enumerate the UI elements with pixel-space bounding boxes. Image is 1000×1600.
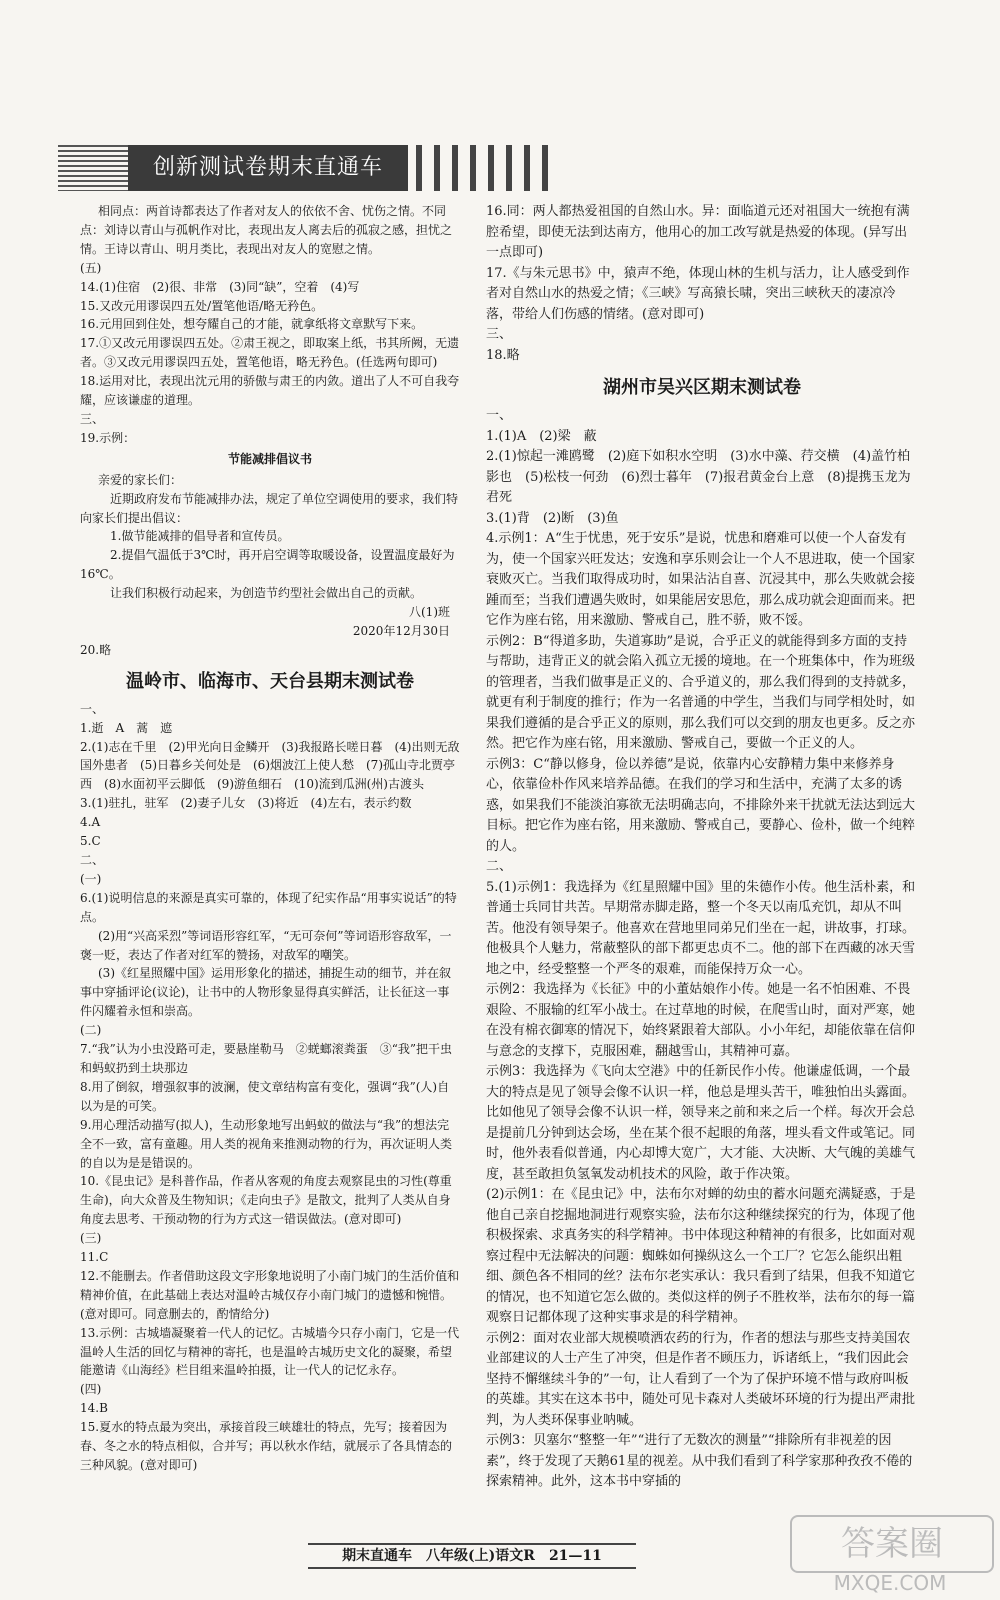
- watermark: [790, 1515, 990, 1595]
- letter-title: 节能减排倡议书: [227, 451, 312, 466]
- text-line: 9.用心理活动描写(拟人)，生动形象地写出蚂蚁的做法与“我”的想法完全不一致，富有童趣。用人类的视角来推测动物的行为，再次证明人类的自以为是是错误的。: [80, 1117, 453, 1170]
- text-line: 二、: [80, 853, 105, 867]
- text-line: 17.①又改元用谬误四五处。②肃王视之，即取案上纸，书其所阙，无遗者。③又改元用谬误四五处，置笔他语，略无矜色。(任选两句即可): [80, 336, 460, 370]
- header-title: 创新测试卷期末直通车: [152, 155, 383, 180]
- text-line: 4.A: [80, 815, 101, 830]
- letter-signature: 八(1)班: [409, 605, 450, 620]
- header-banner: [58, 145, 488, 191]
- text-line: 10.《昆虫记》是科普作品，作者从客观的角度去观察昆虫的习性(尊重生命)，向大众普及生物知识；《走向虫子》是散文，批判了人类从自身角度去思考、干预动物的行为方式这一错误做法。(意对即可): [80, 1174, 452, 1227]
- letter-date: 2020年12月30日: [352, 623, 450, 638]
- text-line: 17.《与朱元思书》中，猿声不绝，体现山林的生机与活力，让人感受到作者对自然山水的热爱之情；《三峡》写高猿长啸，突出三峡秋天的凄凉冷落，带给人们伤感的情绪。(意对即可): [486, 265, 910, 322]
- text-line: 近期政府发布节能减排办法，规定了单位空调使用的要求，我们特向家长们提出倡议：: [80, 491, 459, 525]
- text-line: 6.(1)说明信息的来源是真实可靠的，体现了纪实作品“用事实说话”的特点。: [80, 890, 457, 924]
- text-line: 亲爱的家长们：: [98, 472, 183, 487]
- text-line: 14.(1)住宿 (2)很、非常 (3)同“缺”，空着 (4)写: [80, 279, 360, 294]
- text-line: 1.做节能减排的倡导者和宣传员。: [110, 529, 290, 544]
- text-line: (三): [80, 1231, 102, 1246]
- section-heading: 温岭市、临海市、天台县期末测试卷: [126, 670, 414, 692]
- text-line: 4.示例1：A“生于忧患，死于安乐”是说，忧患和磨难可以使一个人奋发有为，使一个国家兴旺发达；安逸和享乐则会让一个人不思进取，使一个国家衰败灭亡。当我们取得成功时，如果沾沾自喜、沉浸其中，那么失败就会接踵而至；当我们遭遇失败时，如果能居安思危，那么成功就会迎面而来。把它作为座右铭，用来激励、警戒自己，胜不骄，败不馁。: [486, 531, 916, 628]
- text-line: 5.C: [80, 834, 101, 849]
- text-line: 示例3：贝塞尔“整整一年”“进行了无数次的测量”“排除所有非视差的因素”，终于发现了天鹅61星的视差。从中我们看到了科学家那种孜孜不倦的探索精神。此外，这本书中穿插的: [486, 1433, 913, 1489]
- text-line: (2)示例1：在《昆虫记》中，法布尔对蝉的幼虫的蓄水问题充满疑惑，于是他自己亲自挖掘地洞进行观察实验，法布尔这种继续探究的行为，体现了他积极探索、求真务实的科学精神。书中体现这种精神的有很多，比如面对观察过程中无法解决的问题：蜘蛛如何操纵这么一个工厂？它怎么能织出粗细、颜色各不相同的丝？法布尔老实承认：我只看到了结果，但我不知道它的情况，也不知道它怎么做的。类似这样的例子不胜枚举，法布尔的每一篇观察日记都体现了这种实事求是的科学精神。: [486, 1187, 916, 1325]
- text-line: 示例3：C“静以修身，俭以养德”是说，依靠内心安静精力集中来修养身心，依靠俭朴作风来培养品德。在我们的学习和生活中，充满了太多的诱惑，如果我们不能淡泊寡欲无法明确志向，不排除外来干扰就无法达到远大目标。把它作为座右铭，用来激励、警戒自己，要静心、俭朴，做一个纯粹的人。: [486, 756, 916, 854]
- text-line: 示例2：B“得道多助，失道寡助”是说，合乎正义的就能得到多方面的支持与帮助，违背正义的就会陷入孤立无援的境地。在一个班集体中，作为班级的管理者，当我们做事是正义的、合乎道义的，那么我们得到的支持就多，就更有利于制度的推行；作为一名普通的中学生，当我们与同学相处时，如果我们遵循的是合乎正义的原则，那么我们可以交到的朋友也更多。反之亦然。把它作为座右铭，用来激励、警戒自己，要做一个正义的人。: [486, 633, 916, 751]
- text-line: 2.(1)惊起一滩鸥鹭 (2)庭下如积水空明 (3)水中藻、荇交横 (4)盖竹柏影也 (5)松枝一何劲 (6)烈士暮年 (7)报君黄金台上意 (8)提携玉龙为君死: [486, 449, 911, 505]
- section-heading: 湖州市吴兴区期末测试卷: [603, 377, 801, 398]
- text-line: 1.逝 A 蒿 遮: [80, 720, 173, 735]
- text-line: (二): [80, 1023, 102, 1038]
- text-line: 5.(1)示例1：我选择为《红星照耀中国》里的朱德作小传。他生活朴素，和普通士兵同甘共苦。早期常赤脚走路，整一个冬天以南瓜充饥，却从不叫苦。他没有领导架子。他喜欢在营地里同弟兄们坐在一起，讲故事，打球。他极具个人魅力，常蔽整队的部下都更忠贞不二。他的部下在西藏的冰天雪地之中，经受整整一个严冬的艰难，而能保持万众一心。: [486, 879, 916, 977]
- text-line: 2.(1)志在千里 (2)甲光向日金鳞开 (3)我报路长嗟日暮 (4)出则无敌国外患者 (5)日暮乡关何处是 (6)烟波江上使人愁 (7)孤山寺北贾亭西 (8)水面初平云脚低 (9)游鱼细石 (10)流到瓜洲(州)古渡头: [80, 739, 460, 792]
- text-line: 19.示例：: [80, 430, 136, 445]
- text-line: 20.略: [80, 642, 112, 657]
- text-line: 16.同：两人都热爱祖国的自然山水。异：面临道元还对祖国大一统抱有满腔希望，即使无法到达南方，他用心的加工改写就是热爱的体现。(异写出一点即可): [486, 204, 910, 260]
- text-line: 18.运用对比，表现出沈元用的骄傲与肃王的内敛。道出了人不可自我夸耀，应该谦虚的道理。: [80, 374, 460, 408]
- text-line: 11.C: [80, 1250, 109, 1265]
- text-line: (一): [80, 871, 102, 886]
- text-line: 3.(1)驻扎，驻军 (2)妻子儿女 (3)将近 (4)左右，表示约数: [80, 796, 412, 811]
- text-line: 8.用了倒叙，增强叙事的波澜，使文章结构富有变化，强调“我”(人)自以为是的可笑。: [80, 1079, 450, 1113]
- text-line: (五): [80, 260, 102, 275]
- text-line: 3.(1)背 (2)断 (3)鱼: [486, 510, 619, 526]
- text-line: 15.又改元用谬误四五处/置笔他语/略无矜色。: [80, 298, 324, 313]
- text-line: 14.B: [80, 1401, 108, 1416]
- banner-stripes-right: [416, 145, 556, 191]
- text-line: (3)《红星照耀中国》运用形象化的描述，捕捉生动的细节，并在叙事中穿插评论(议论)，让书中的人物形象显得真实鲜活，让长征这一事件闪耀着永恒和崇高。: [80, 966, 452, 1019]
- text-line: 一、: [80, 701, 105, 716]
- text-line: 15.夏水的特点最为突出，承接首段三峡雄壮的特点，先写；接着因为春、冬之水的特点相似，合并写；再以秋水作结，就展示了各具情态的三种风貌。(意对即可): [80, 1420, 453, 1472]
- watermark-url: MXQE.COM: [833, 1571, 947, 1595]
- left-column: [80, 202, 460, 1475]
- text-line: 三、: [486, 327, 513, 342]
- text-line: 示例2：面对农业部大规模喷洒农药的行为，作者的想法与那些支持美国农业部建议的人士产生了冲突，但是作者不顾压力，诉诸纸上，“我们因此会坚持不懈继续斗争的”一句，让人看到了一个为了保护环境不惜与政府叫板的英雄。其实在这本书中，随处可见卡森对人类破坏环境的行为提出严肃批判，为人类环保事业呐喊。: [486, 1330, 916, 1428]
- text-line: 16.元用回到住处，想夸耀自己的才能，就拿纸将文章默写下来。: [80, 317, 424, 332]
- watermark-logo: 答案圈: [790, 1515, 994, 1573]
- text-line: 三、: [80, 411, 105, 426]
- text-line: 相同点：两首诗都表达了作者对友人的依依不舍、忧伤之情。不同点：刘诗以青山与孤帆作对比，表现出友人离去后的孤寂之感，担忧之情。王诗以青山、明月类比，表现出对友人的宽慰之情。: [80, 204, 453, 256]
- right-column: [486, 202, 918, 1493]
- text-line: (2)用“兴高采烈”等词语形容红军，“无可奈何”等词语形容敌军，一褒一贬，表达了作者对红军的赞扬，对敌军的嘲笑。: [80, 928, 452, 962]
- text-line: 18.略: [486, 347, 520, 363]
- page-footer: 期末直通车 八年级(上)语文R 21—11: [308, 1543, 636, 1569]
- text-line: 7.“我”认为小虫没路可走，要悬崖勒马 ②蜣螂滚粪蛋 ③“我”把干虫和蚂蚁扔到土块那边: [80, 1042, 452, 1075]
- text-line: (四): [80, 1382, 102, 1397]
- text-line: 12.不能删去。作者借助这段文字形象地说明了小南门城门的生活价值和精神价值，在此基础上表达对温岭古城仅存小南门城门的遗憾和惋惜。(意对即可。同意删去的，酌情给分): [80, 1268, 460, 1321]
- text-line: 示例2：我选择为《长征》中的小董姑娘作小传。她是一名不怕困难、不畏艰险、不服输的红军小战士。在过草地的时候，在爬雪山时，面对严寒，她在没有棉衣御寒的情况下，始终紧跟着大部队。小小年纪，却能依靠在信仰与意念的支撑下，克服困难，翻越雪山，其精神可嘉。: [486, 982, 916, 1059]
- text-line: 13.示例：古城墙凝聚着一代人的记忆。古城墙今只存小南门，它是一代温岭人生活的回忆与精神的寄托，也是温岭古城历史文化的凝聚，希望能邀请《山海经》栏目组来温岭拍摄，让一代人的记忆永存。: [80, 1325, 460, 1378]
- text-line: 一、: [486, 408, 513, 423]
- text-line: 二、: [486, 859, 513, 874]
- text-line: 示例3：我选择为《飞向太空港》中的任新民作小传。他谦虚低调，一个最大的特点是见了领导会像不认识一样，他总是埋头苦干，唯独怕出头露面。比如他见了领导会像不认识一样，领导来之前和来之后一个样。每次开会总是提前几分钟到达会场，坐在某个很不起眼的角落，埋头看文件或笔记。同时，他外表看似普通，内心却博大宽广，大才能、大决断、大气魄的美雄气度，甚至敢担负氢氧发动机技术的风险，敢于作决策。: [486, 1064, 916, 1182]
- banner-stripes-left: [58, 145, 138, 191]
- text-line: 1.(1)A (2)梁 蔽: [486, 428, 597, 444]
- text-line: 让我们积极行动起来，为创造节约型社会做出自己的贡献。: [110, 586, 423, 601]
- text-line: 2.提倡气温低于3℃时，再开启空调等取暖设备，设置温度最好为16℃。: [80, 548, 455, 582]
